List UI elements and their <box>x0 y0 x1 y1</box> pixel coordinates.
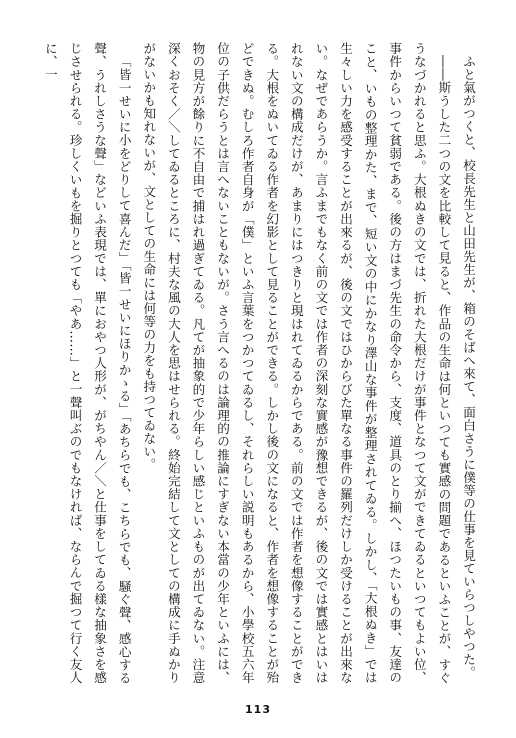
page-number: 113 <box>245 703 271 716</box>
paragraph-comparison: ――斯うした二つの文を比較して見ると、作品の生命は何といつても實感の問題であるといふことが、すぐうなづかれると思ふ。大根ぬきの文では、折れた大根だけが事件となつて文ができてゐるといつてもよい位、事件からいつて貧弱である。後の方はまづ先生の命令から、支度、道具のとり揃へ、ほつたいもの事、友達のこと、いもの整理かた、まで、短い文の中にかなり澤山な事件が整理されてゐる。しかし、「大根ぬき」では生々しい力を感受することが出來るが、後の文ではひからびた單なる事件の羅列だけしか受けることが出來ない。なぜであらうか。言ふまでもなく前の文では作者の深刻な實感が豫想できるが、後の文では實感とはいはれない文の構成だけが、あまりにはつきりと現はれてゐるからである。前の文では作者を想像することができる。大根をぬいてゐる作者を幻影として見ることができる。しかし後の文になると、作者を想像することが殆どできぬ。むしろ作者自身が「僕」といふ言葉をつかつてゐるし、それらしい説明もあるから、小學校五六年位の子供だらうとは言へないこともないが。さう言へるのは論理的の推論にすぎない本當の少年といふには、物の見方が餘りに不自由で捕はれ過ぎてゐる。凡てが抽象的で少年らしい感じといふものが出てゐない。注意深くおそく／＼してゐるところに、村夫な風の大人を思はせられる。終始完結して文としての構成に手ぬかりがないかも知れないが、文としての生命には何等の力をも持つてゐない。 <box>141 42 452 684</box>
paragraph-expression: 「皆一せいに小をどりして喜んだ」「皆一せいにほりかゝる」「あちらでも、こちらでも、騒ぐ聲、感心する聲、うれしさうな聲」などいふ表現では、單におやつ人形が、がちやん／＼と仕事をしてゐる樣な抽象さを感じさせられる。珍しくいもを掘りとつても「やあ……」と一聲叫ぶのでもなければ、ならんで掘つて行く友人に、一 <box>42 42 132 684</box>
paragraph-opening: ふと氣がつくと、校長先生と山田先生が、箱のそばへ來て、面白さうに僕等の仕事を見ていらつしやつた。 <box>461 54 476 679</box>
vertical-text-body <box>30 42 480 684</box>
